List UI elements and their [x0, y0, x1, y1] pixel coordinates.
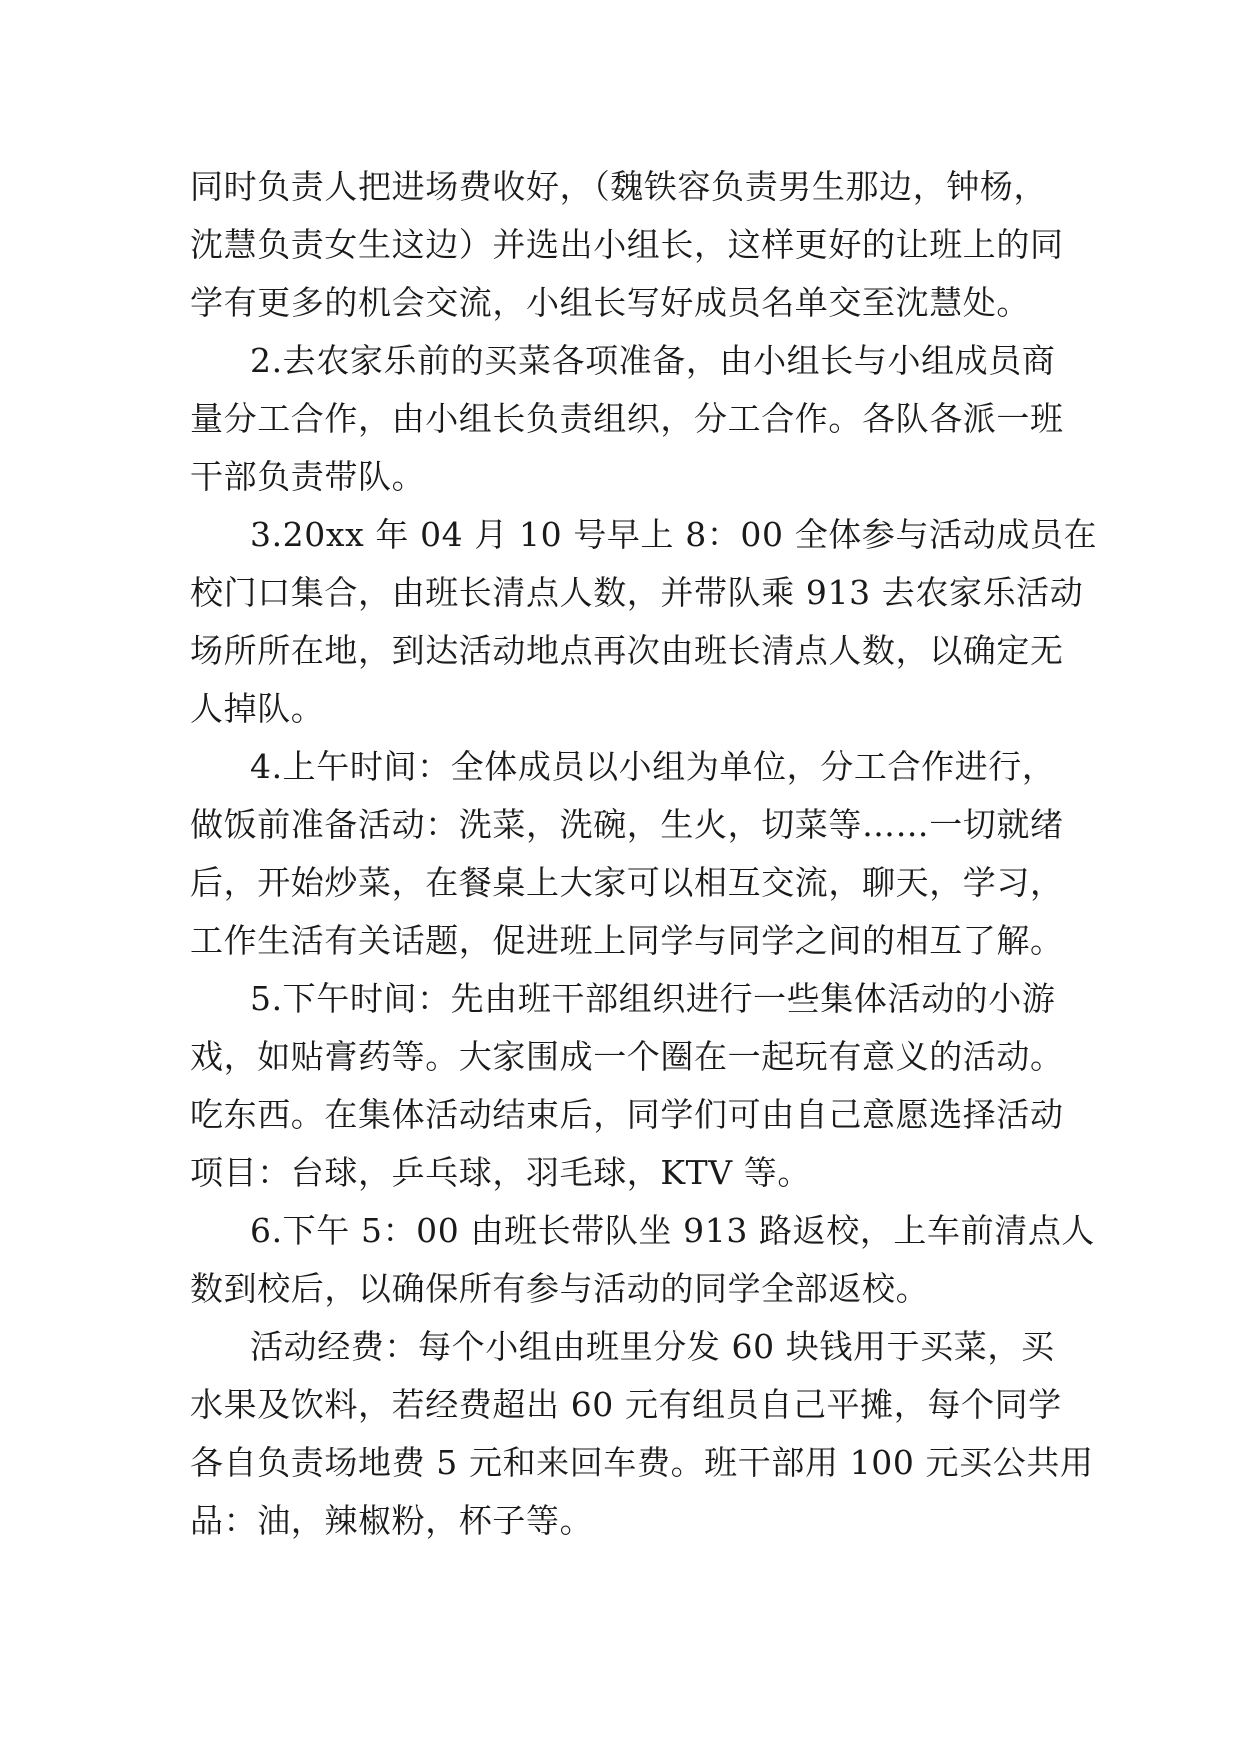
text-line: 吃东西。在集体活动结束后，同学们可由自己意愿选择活动 — [190, 1095, 1064, 1134]
paragraph-item-4 — [190, 738, 1064, 970]
text-line: 品：油，辣椒粉，杯子等。 — [190, 1501, 594, 1540]
text-line: 5.下午时间：先由班干部组织进行一些集体活动的小游 — [250, 979, 1056, 1018]
text-line: 干部负责带队。 — [190, 457, 426, 496]
paragraph-budget — [190, 1318, 1094, 1550]
paragraph-item-6 — [190, 1202, 1096, 1318]
text-line: 4.上午时间：全体成员以小组为单位，分工合作进行， — [250, 747, 1056, 786]
paragraph-item-5 — [190, 970, 1064, 1202]
text-line: 学有更多的机会交流，小组长写好成员名单交至沈慧处。 — [190, 283, 1030, 322]
paragraph-item-3 — [190, 506, 1098, 738]
text-line: 各自负责场地费 5 元和来回车费。班干部用 100 元买公共用 — [190, 1443, 1094, 1482]
document-body — [190, 158, 1098, 1550]
text-line: 沈慧负责女生这边）并选出小组长，这样更好的让班上的同 — [190, 225, 1064, 264]
text-line: 活动经费：每个小组由班里分发 60 块钱用于买菜，买 — [250, 1327, 1055, 1366]
text-line: 数到校后，以确保所有参与活动的同学全部返校。 — [190, 1269, 930, 1308]
text-line: 项目：台球，乒乓球，羽毛球，KTV 等。 — [190, 1153, 811, 1192]
text-line: 工作生活有关话题，促进班上同学与同学之间的相互了解。 — [190, 921, 1064, 960]
text-line: 场所所在地，到达活动地点再次由班长清点人数，以确定无 — [190, 631, 1064, 670]
text-line: 3.20xx 年 04 月 10 号早上 8：00 全体参与活动成员在 — [250, 515, 1098, 554]
text-line: 人掉队。 — [190, 689, 325, 728]
text-line: 后，开始炒菜，在餐桌上大家可以相互交流，聊天，学习， — [190, 863, 1064, 902]
text-line: 同时负责人把进场费收好，（魏铁容负责男生那边，钟杨， — [190, 167, 1048, 206]
paragraph-intro-continued — [190, 158, 1064, 332]
text-line: 水果及饮料，若经费超出 60 元有组员自己平摊，每个同学 — [190, 1385, 1062, 1424]
text-line: 校门口集合，由班长清点人数，并带队乘 913 去农家乐活动 — [190, 573, 1084, 612]
text-line: 做饭前准备活动：洗菜，洗碗，生火，切菜等……一切就绪 — [190, 805, 1064, 844]
text-line: 2.去农家乐前的买菜各项准备，由小组长与小组成员商 — [250, 341, 1056, 380]
paragraph-item-2 — [190, 332, 1064, 506]
text-line: 6.下午 5：00 由班长带队坐 913 路返校，上车前清点人 — [250, 1211, 1096, 1250]
text-line: 量分工合作，由小组长负责组织，分工合作。各队各派一班 — [190, 399, 1064, 438]
text-line: 戏，如贴膏药等。大家围成一个圈在一起玩有意义的活动。 — [190, 1037, 1064, 1076]
